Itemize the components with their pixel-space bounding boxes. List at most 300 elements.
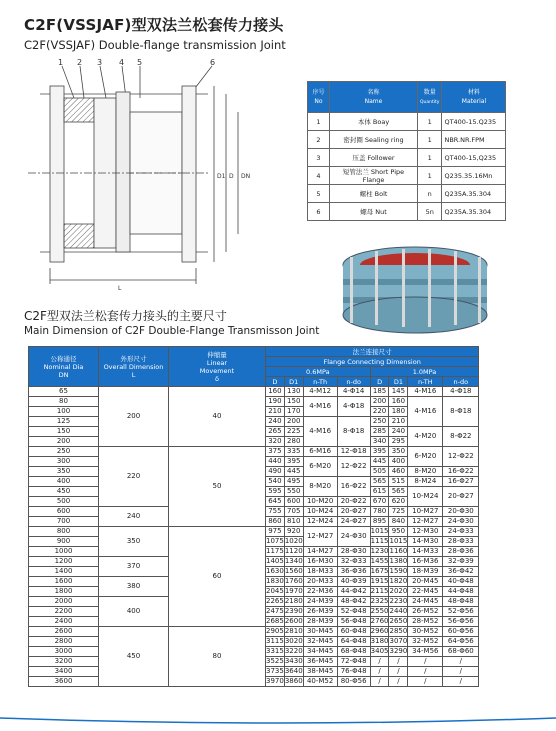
parts-cell-no: 4 (308, 167, 330, 185)
cell-flange: 395 (284, 457, 303, 467)
cell-dn: 1600 (29, 577, 99, 587)
cell-flange: 780 (370, 507, 389, 517)
cell-flange: / (389, 667, 408, 677)
cell-flange: 2180 (284, 597, 303, 605)
parts-header-qty: 数量 Quantity (418, 82, 442, 113)
cell-flange: 24-Φ27 (337, 517, 370, 527)
parts-header-row (308, 82, 506, 113)
sub-header-cell: D1 (284, 377, 303, 387)
cell-flange: 24-Φ30 (443, 517, 479, 527)
cell-flange: 32-M45 (303, 637, 337, 647)
cell-flange: 2325 (370, 597, 389, 605)
callout-6: 6 (210, 58, 216, 67)
cell-flange: 52-Φ48 (337, 607, 370, 617)
cell-flange: 3115 (266, 637, 284, 645)
cell-dn: 2000 (29, 597, 99, 607)
cell-flange: 1160 (389, 547, 408, 555)
cell-flange: 3640 (284, 667, 303, 675)
cell-flange: 56-Φ56 (443, 617, 479, 627)
cell-flange: / (370, 677, 389, 687)
cell-flange: 28-Φ36 (443, 547, 479, 557)
parts-header-name: 名称 Name (330, 82, 418, 113)
parts-cell-material: QT400-15.Q235 (442, 113, 506, 131)
cell-dn: 200 (29, 437, 99, 447)
header-linear-movement: 伸缩量 Linear Movement δ (169, 347, 266, 387)
cell-flange: 1015 (370, 527, 389, 535)
cell-flange: 335 (284, 447, 303, 457)
cell-flange: 8-M20 (408, 467, 443, 477)
cell-flange: 60-Φ56 (443, 627, 479, 637)
cell-dn: 2200 (29, 607, 99, 617)
cell-flange: 16-Φ27 (443, 477, 479, 487)
cell-flange: 3220 (284, 647, 303, 655)
cell-flange: 395 (370, 447, 389, 457)
parts-row (308, 149, 506, 167)
cell-flange: 10-M24 (303, 507, 337, 517)
cell-flange: 265 (266, 427, 285, 437)
cell-flange: 160 (389, 397, 408, 407)
cell-flange: 180 (389, 407, 408, 417)
cell-dn: 1800 (29, 587, 99, 597)
cell-flange: 72-Φ48 (337, 657, 370, 667)
bottom-accent (0, 716, 556, 726)
cell-flange: 170 (284, 407, 303, 417)
header-nominal-dia: 公称通径 Nominal Dia DN (29, 347, 99, 387)
cell-flange: 32-Φ33 (337, 557, 370, 567)
callout-1: 1 (58, 58, 64, 67)
cell-overall-length: 370 (99, 557, 169, 577)
cell-flange: 250 (370, 417, 389, 427)
cell-flange: 1970 (284, 587, 303, 595)
cell-flange: 975 (266, 527, 285, 537)
cell-flange: 52-Φ56 (443, 607, 479, 617)
cell-flange: 2265 (266, 597, 284, 605)
cell-flange: 4-M16 (408, 397, 443, 427)
parts-cell-no: 2 (308, 131, 330, 149)
cell-flange: 12-M24 (303, 517, 337, 527)
dim-d1: D1 (217, 173, 226, 180)
cell-flange: 3405 (370, 647, 389, 655)
cell-flange: 2685 (266, 617, 284, 625)
cell-flange: 48-Φ42 (337, 597, 370, 607)
cell-flange: 755 (266, 507, 285, 517)
cell-flange: 16-Φ22 (337, 477, 370, 497)
cell-dn: 3400 (29, 667, 99, 677)
cell-flange: 840 (389, 517, 408, 527)
sub-header-cell: n-Th (303, 377, 337, 387)
section-title-en: Main Dimension of C2F Double-Flange Transmisson Joint (24, 325, 320, 337)
parts-row (308, 131, 506, 149)
callout-4: 4 (119, 58, 125, 67)
parts-cell-material: Q235.35.16Mn (442, 167, 506, 185)
cell-flange: 2440 (389, 607, 408, 615)
cell-flange: 340 (370, 437, 389, 447)
cell-flange: 2475 (266, 607, 284, 615)
cell-flange: 30-M52 (408, 627, 443, 637)
cell-flange: 20-M33 (303, 577, 337, 587)
cell-dn: 1200 (29, 557, 99, 567)
cell-flange: 280 (284, 437, 303, 447)
cell-dn: 300 (29, 457, 99, 467)
cell-flange: 3970 (266, 677, 284, 685)
cell-flange: 490 (266, 467, 285, 477)
title-cn: C2F(VSSJAF)型双法兰松套传力接头 (24, 16, 284, 34)
cell-flange: 460 (389, 467, 408, 477)
cell-flange: / (408, 657, 443, 667)
cell-dn: 600 (29, 507, 99, 517)
cell-flange: 2020 (389, 587, 408, 595)
cell-flange: 445 (284, 467, 303, 477)
cell-flange: 2550 (370, 607, 389, 615)
cell-flange: 80-Φ56 (337, 677, 370, 687)
cell-flange: 8-M24 (408, 477, 443, 487)
cell-flange: 3180 (370, 637, 389, 645)
cell-flange: 2810 (284, 627, 303, 635)
parts-cell-qty: 1 (418, 167, 442, 185)
cell-flange: 1380 (389, 557, 408, 565)
cell-flange: 4-Φ14 (337, 387, 370, 397)
cell-flange: 185 (370, 387, 389, 397)
cell-flange: 16-M36 (408, 557, 443, 567)
cell-flange: 6-M20 (408, 447, 443, 467)
cell-overall-length: 350 (99, 527, 169, 557)
cell-flange: 1340 (284, 557, 303, 565)
parts-row (308, 113, 506, 131)
cell-flange: 895 (370, 517, 389, 527)
cell-flange: 38-M45 (303, 667, 337, 677)
parts-cell-name: 密封圈 Sealing ring (330, 131, 418, 149)
sub-header-cell: D (370, 377, 389, 387)
cell-flange: 320 (266, 437, 285, 447)
table-row (29, 627, 479, 637)
cell-flange: 445 (370, 457, 389, 467)
cell-flange: / (443, 667, 479, 677)
cell-flange: 810 (284, 517, 303, 527)
cell-flange: 10-M24 (408, 487, 443, 507)
cell-flange: 28-Φ30 (337, 547, 370, 557)
cell-flange: 2390 (284, 607, 303, 615)
cell-flange: / (408, 667, 443, 677)
cell-flange: 12-Φ18 (337, 447, 370, 457)
cell-flange: 14-M33 (408, 547, 443, 557)
cell-flange: 30-M45 (303, 627, 337, 637)
cell-flange: 1630 (266, 567, 284, 575)
parts-row (308, 185, 506, 203)
cell-flange: 160 (266, 387, 285, 397)
cell-flange: 1915 (370, 577, 389, 585)
cell-flange: 64-Φ56 (443, 637, 479, 647)
cell-flange: 440 (266, 457, 285, 467)
cell-overall-length: 240 (99, 507, 169, 527)
cell-flange: 200 (370, 397, 389, 407)
cell-flange: 145 (389, 387, 408, 397)
cell-dn: 900 (29, 537, 99, 547)
cell-flange: 2230 (389, 597, 408, 605)
title-en: C2F(VSSJAF) Double-flange transmission Joint (24, 38, 286, 52)
cell-flange: 20-M45 (408, 577, 443, 587)
cell-linear-movement: 60 (169, 527, 266, 627)
cell-flange: 3525 (266, 657, 284, 665)
cell-flange: 4-M12 (303, 387, 337, 397)
cell-flange: 4-M20 (408, 427, 443, 447)
cell-flange: 210 (389, 417, 408, 427)
cell-flange: 3315 (266, 647, 284, 655)
cell-flange: 34-M45 (303, 647, 337, 657)
parts-cell-name: 螺母 Nut (330, 203, 418, 221)
cell-flange: 3860 (284, 677, 303, 685)
header-pressure-06: 0.6MPa (266, 367, 371, 377)
parts-row (308, 167, 506, 185)
table-row (29, 447, 479, 457)
cell-flange: 76-Φ48 (337, 667, 370, 677)
table-row (29, 387, 479, 397)
cell-flange: / (389, 677, 408, 687)
cell-flange: 1820 (389, 577, 408, 585)
cell-flange: 210 (266, 407, 285, 417)
cell-flange: 350 (389, 447, 408, 457)
cell-flange: 40-Φ48 (443, 577, 479, 587)
cell-flange: 10-M27 (408, 507, 443, 517)
cell-flange: 495 (284, 477, 303, 487)
cell-flange: / (408, 677, 443, 687)
cell-flange: 28-M52 (408, 617, 443, 627)
cell-flange: 20-Φ27 (443, 487, 479, 507)
cell-flange: 1830 (266, 577, 284, 585)
cell-flange: 1590 (389, 567, 408, 575)
cell-flange: / (370, 667, 389, 677)
cell-flange: 32-M52 (408, 637, 443, 647)
parts-cell-material: NBR.NR.FPM (442, 131, 506, 149)
cell-flange: 3290 (389, 647, 408, 655)
cell-flange: 24-M39 (303, 597, 337, 607)
cell-flange: 14-M30 (408, 537, 443, 547)
cell-overall-length: 400 (99, 597, 169, 627)
sub-header-cell: D1 (389, 377, 408, 387)
cell-flange: 4-Φ18 (443, 387, 479, 397)
cell-dn: 350 (29, 467, 99, 477)
cell-dn: 700 (29, 517, 99, 527)
cell-flange: 3070 (389, 637, 408, 645)
parts-cell-no: 6 (308, 203, 330, 221)
cell-flange: 1230 (370, 547, 389, 555)
cell-flange: 225 (284, 427, 303, 437)
sub-header-cell: n-do (443, 377, 479, 387)
cell-flange: 12-Φ22 (337, 457, 370, 477)
parts-cell-qty: 1 (418, 131, 442, 149)
cell-dn: 80 (29, 397, 99, 407)
cell-flange: 725 (389, 507, 408, 517)
cell-flange: 200 (284, 417, 303, 427)
cell-dn: 100 (29, 407, 99, 417)
cell-flange: 8-Φ22 (443, 427, 479, 447)
cell-flange: 1120 (284, 547, 303, 555)
parts-cell-qty: 5n (418, 203, 442, 221)
cell-flange: 12-M27 (408, 517, 443, 527)
cell-flange: 4-Φ18 (337, 397, 370, 417)
cell-flange: 1075 (266, 537, 284, 545)
cell-flange: 24-Φ33 (443, 527, 479, 537)
cell-dn: 1400 (29, 567, 99, 577)
cell-flange: 295 (389, 437, 408, 447)
cell-flange: 2045 (266, 587, 284, 595)
cell-flange: 1175 (266, 547, 284, 555)
cell-overall-length: 220 (99, 447, 169, 507)
cell-dn: 2400 (29, 617, 99, 627)
cell-flange: 68-Φ60 (443, 647, 479, 657)
parts-cell-no: 3 (308, 149, 330, 167)
cell-flange: / (370, 657, 389, 667)
cell-flange: 20-Φ27 (337, 507, 370, 517)
cell-flange: 20-Φ22 (337, 497, 370, 507)
cell-flange: 705 (284, 507, 303, 517)
cell-flange: 950 (389, 527, 408, 537)
cell-flange: 12-Φ22 (443, 447, 479, 467)
section-title-cn: C2F型双法兰松套传力接头的主要尺寸 (24, 309, 227, 323)
cell-flange: 44-Φ42 (337, 587, 370, 597)
sub-header-cell: n-TH (408, 377, 443, 387)
cell-dn: 2600 (29, 627, 99, 637)
cell-flange: 2850 (389, 627, 408, 635)
cell-flange: 4-M16 (408, 387, 443, 397)
parts-header-no: 序号 No (308, 82, 330, 113)
cell-flange: 190 (266, 397, 285, 407)
parts-cell-name: 螺柱 Bolt (330, 185, 418, 203)
cell-flange: 24-M45 (408, 597, 443, 607)
cell-flange: 550 (284, 487, 303, 497)
parts-body (308, 113, 506, 221)
cell-flange: 6-M20 (303, 457, 337, 477)
cell-dn: 2800 (29, 637, 99, 647)
cell-flange: 32-Φ39 (443, 557, 479, 567)
cell-dn: 3600 (29, 677, 99, 687)
cell-flange: 36-M45 (303, 657, 337, 667)
cell-flange: 515 (389, 477, 408, 487)
cell-dn: 450 (29, 487, 99, 497)
cell-flange: 28-M39 (303, 617, 337, 627)
cell-flange: 1675 (370, 567, 389, 575)
technical-drawing (22, 58, 284, 292)
table-row (29, 527, 479, 537)
cell-flange: 1560 (284, 567, 303, 575)
sub-header-cell: D (266, 377, 285, 387)
cell-flange: 4-M16 (303, 417, 337, 447)
cell-flange: 2905 (266, 627, 284, 635)
cell-dn: 125 (29, 417, 99, 427)
cell-flange: 2760 (370, 617, 389, 625)
cell-flange: 3735 (266, 667, 284, 675)
cell-flange: 44-Φ48 (443, 587, 479, 597)
parts-cell-no: 1 (308, 113, 330, 131)
parts-cell-qty: 1 (418, 113, 442, 131)
cell-flange: 64-Φ48 (337, 637, 370, 647)
cell-flange: 26-M39 (303, 607, 337, 617)
cell-flange: 565 (370, 477, 389, 487)
callout-5: 5 (137, 58, 143, 67)
cell-dn: 800 (29, 527, 99, 537)
cell-flange: 3020 (284, 637, 303, 645)
cell-flange: 150 (284, 397, 303, 407)
cell-flange: / (389, 657, 408, 667)
cell-flange: 645 (266, 497, 285, 507)
parts-cell-material: Q235A.35.304 (442, 203, 506, 221)
cell-flange: 1455 (370, 557, 389, 565)
cell-flange: 20-Φ30 (443, 507, 479, 517)
cell-flange: 18-M39 (408, 567, 443, 577)
parts-cell-no: 5 (308, 185, 330, 203)
cell-flange: 615 (370, 487, 389, 497)
cell-dn: 400 (29, 477, 99, 487)
cell-flange: 16-Φ22 (443, 467, 479, 477)
cell-dn: 65 (29, 387, 99, 397)
parts-table (307, 81, 506, 221)
cell-flange: 12-M27 (303, 527, 337, 547)
cell-flange: 16-M30 (303, 557, 337, 567)
callout-3: 3 (97, 58, 103, 67)
parts-cell-material: QT400-15,Q235 (442, 149, 506, 167)
cell-flange: 2600 (284, 617, 303, 625)
cell-flange: 40-Φ39 (337, 577, 370, 587)
cell-flange: 565 (389, 487, 408, 497)
cell-flange: 36-Φ42 (443, 567, 479, 577)
cell-flange: 34-M56 (408, 647, 443, 657)
cell-dn: 3200 (29, 657, 99, 667)
header-flange-en: Flange Connecting Dimension (266, 357, 479, 367)
header-overall-dimension: 外形尺寸 Overall Dimension L (99, 347, 169, 387)
cell-flange: / (443, 657, 479, 667)
cell-flange: 36-Φ36 (337, 567, 370, 577)
cell-flange: 375 (266, 447, 285, 457)
cell-flange: 68-Φ48 (337, 647, 370, 657)
cell-flange: 620 (389, 497, 408, 507)
cell-flange: 285 (370, 427, 389, 437)
cell-flange: 3430 (284, 657, 303, 665)
cell-linear-movement: 80 (169, 627, 266, 687)
cell-flange: 6-M16 (303, 447, 337, 457)
cell-flange: 920 (284, 527, 303, 537)
cell-flange: 600 (284, 497, 303, 507)
parts-cell-qty: 1 (418, 149, 442, 167)
cell-flange: 130 (284, 387, 303, 397)
cell-flange: 56-Φ48 (337, 617, 370, 627)
cell-flange: 8-Φ18 (443, 397, 479, 427)
cell-flange: 60-Φ48 (337, 627, 370, 637)
cell-flange: 8-M20 (303, 477, 337, 497)
sub-header-cell: n-do (337, 377, 370, 387)
cell-flange: 505 (370, 467, 389, 477)
cell-dn: 250 (29, 447, 99, 457)
cell-flange: 1115 (370, 537, 389, 545)
cell-flange: 1405 (266, 557, 284, 565)
cell-dn: 150 (29, 427, 99, 437)
cell-linear-movement: 50 (169, 447, 266, 527)
cell-flange: 40-M52 (303, 677, 337, 687)
cell-flange: 10-M20 (303, 497, 337, 507)
cell-flange: 48-Φ48 (443, 597, 479, 607)
cell-flange: 220 (370, 407, 389, 417)
cell-flange: 1015 (389, 537, 408, 545)
cell-flange: 22-M45 (408, 587, 443, 597)
dim-dn: DN (241, 173, 251, 180)
cell-flange: 1760 (284, 577, 303, 585)
cell-flange: 12-M30 (408, 527, 443, 537)
cell-flange: 2650 (389, 617, 408, 625)
cell-flange: 8-Φ18 (337, 417, 370, 447)
cell-dn: 500 (29, 497, 99, 507)
header-pressure-10: 1.0MPa (370, 367, 479, 377)
cell-overall-length: 450 (99, 627, 169, 687)
cell-flange: 14-M27 (303, 547, 337, 557)
parts-header-material: 材料 Material (442, 82, 506, 113)
